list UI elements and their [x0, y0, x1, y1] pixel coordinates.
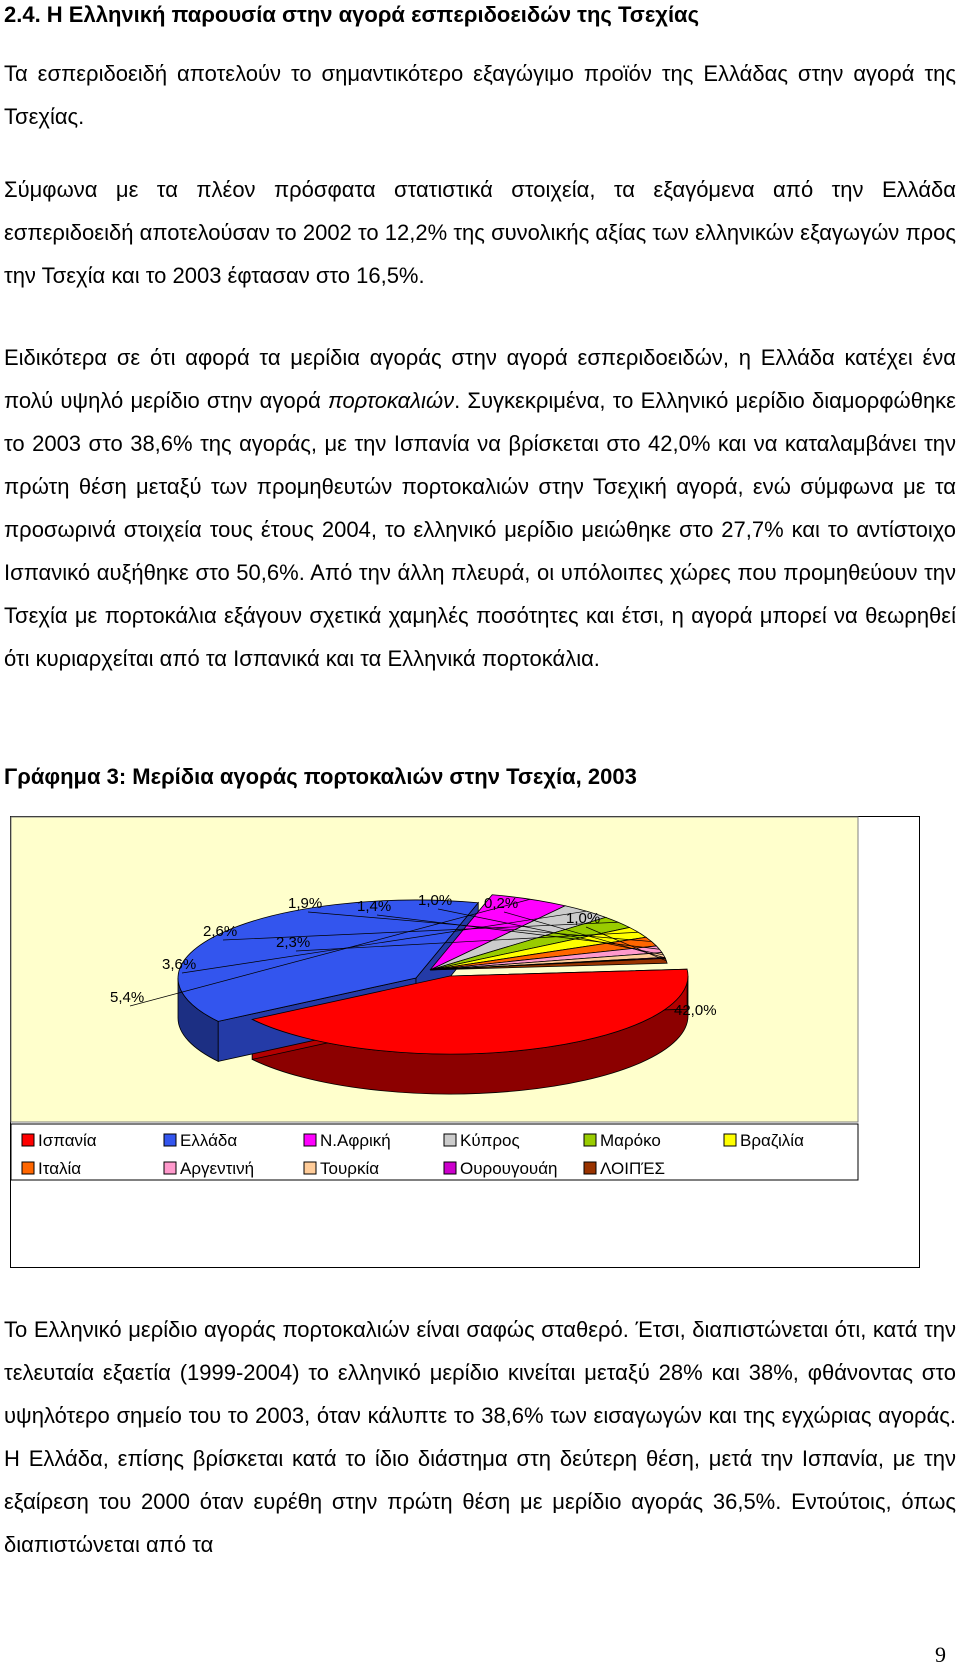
data-label-5: 2,3%	[276, 934, 311, 951]
data-label-0: 42,0%	[674, 1002, 717, 1019]
legend-swatch-10	[584, 1162, 596, 1174]
page-number: 9	[935, 1642, 946, 1667]
legend-label-7: Αργεντινή	[180, 1159, 255, 1178]
data-label-3: 3,6%	[162, 956, 197, 973]
legend-label-5: Βραζιλία	[740, 1131, 804, 1150]
paragraph-3-text-a: Ειδικότερα σε ότι αφορά τα μερίδια αγοράς στην αγορά εσπεριδοειδών, η Ελλάδα κατέχει ένα πολύ υψηλό μερίδιο στην αγορά	[4, 345, 956, 413]
legend-swatch-7	[164, 1162, 176, 1174]
legend-box	[11, 1124, 858, 1180]
data-label-2: 5,4%	[110, 989, 145, 1006]
legend-label-9: Ουρουγουάη	[460, 1159, 558, 1178]
legend-swatch-5	[724, 1134, 736, 1146]
legend-label-4: Μαρόκο	[600, 1131, 661, 1150]
data-label-7: 1,4%	[357, 898, 392, 915]
section-heading: 2.4. Η Ελληνική παρουσία στην αγορά εσπεριδοειδών της Τσεχίας	[4, 2, 700, 27]
chart-caption: Γράφημα 3: Μερίδια αγοράς πορτοκαλιών στην Τσεχία, 2003	[4, 764, 637, 789]
legend-label-3: Κύπρος	[460, 1131, 520, 1150]
data-label-10: 1,0%	[566, 910, 601, 927]
data-label-4: 2,6%	[203, 923, 238, 940]
paragraph-2: Σύμφωνα με τα πλέον πρόσφατα στατιστικά στοιχεία, τα εξαγόμενα από την Ελλάδα εσπεριδοειδή αποτελούσαν το 2002 το 12,2% της συνολικής αξίας των ελληνικών εξαγωγών προς την Τσεχία και το 2003 έφτασαν στο 16,5%.	[4, 177, 956, 288]
legend-label-0: Ισπανία	[38, 1131, 97, 1150]
legend-label-10: ΛΟΙΠΈΣ	[600, 1159, 666, 1178]
legend-swatch-0	[22, 1134, 34, 1146]
legend-label-2: Ν.Αφρική	[320, 1131, 391, 1150]
legend-label-8: Τουρκία	[320, 1159, 380, 1178]
legend-swatch-6	[22, 1162, 34, 1174]
pie-chart	[10, 816, 920, 1268]
data-label-9: 0,2%	[484, 895, 519, 912]
paragraph-3-text-b: . Συγκεκριμένα, το Ελληνικό μερίδιο διαμορφώθηκε το 2003 στο 38,6% της αγοράς, με την Ισπανία να βρίσκεται στο 42,0% και να καταλαμβάνει την πρώτη θέση μεταξύ των προμηθευτών πορτοκαλιών στην Τσεχική αγορά, ενώ σύμφωνα με τα προσωρινά στοιχεία τους έτους 2004, το ελληνικό μερίδιο μειώθηκε στο 27,7% και το αντίστοιχο Ισπανικό αυξήθηκε στο 50,6%. Από την άλλη πλευρά, οι υπόλοιπες χώρες που προμηθεύουν την Τσεχία με πορτοκάλια εξάγουν σχετικά χαμηλές ποσότητες και έτσι, η αγορά μπορεί να θεωρηθεί ότι κυριαρχείται από τα Ισπανικά και τα Ελληνικά πορτοκάλια.	[4, 388, 956, 671]
pie-chart-svg	[10, 816, 920, 1268]
legend-label-6: Ιταλία	[38, 1159, 82, 1178]
paragraph-3-italic: πορτοκαλιών	[328, 388, 455, 413]
data-label-6: 1,9%	[288, 895, 323, 912]
legend-swatch-4	[584, 1134, 596, 1146]
legend-swatch-3	[444, 1134, 456, 1146]
legend-label-1: Ελλάδα	[180, 1131, 238, 1150]
legend-swatch-1	[164, 1134, 176, 1146]
legend-swatch-9	[444, 1162, 456, 1174]
legend-swatch-8	[304, 1162, 316, 1174]
legend-swatch-2	[304, 1134, 316, 1146]
paragraph-3	[4, 336, 956, 680]
data-label-8: 1,0%	[418, 892, 453, 909]
paragraph-4: Το Ελληνικό μερίδιο αγοράς πορτοκαλιών είναι σαφώς σταθερό. Έτσι, διαπιστώνεται ότι, κατά την τελευταία εξαετία (1999-2004) το ελληνικό μερίδιο κινείται μεταξύ 28% και 38%, φθάνοντας στο υψηλότερο σημείο του το 2003, όταν κάλυπτε το 38,6% των εισαγωγών και της εγχώριας αγοράς. Η Ελλάδα, επίσης βρίσκεται κατά το ίδιο διάστημα στη δεύτερη θέση, μετά την Ισπανία, με την εξαίρεση του 2000 όταν ευρέθη στην πρώτη θέση με μερίδιο αγοράς 36,5%. Εντούτοις, όπως διαπιστώνεται από τα	[4, 1317, 956, 1557]
paragraph-1: Τα εσπεριδοειδή αποτελούν το σημαντικότερο εξαγώγιμο προϊόν της Ελλάδας στην αγορά της Τσεχίας.	[4, 61, 956, 129]
